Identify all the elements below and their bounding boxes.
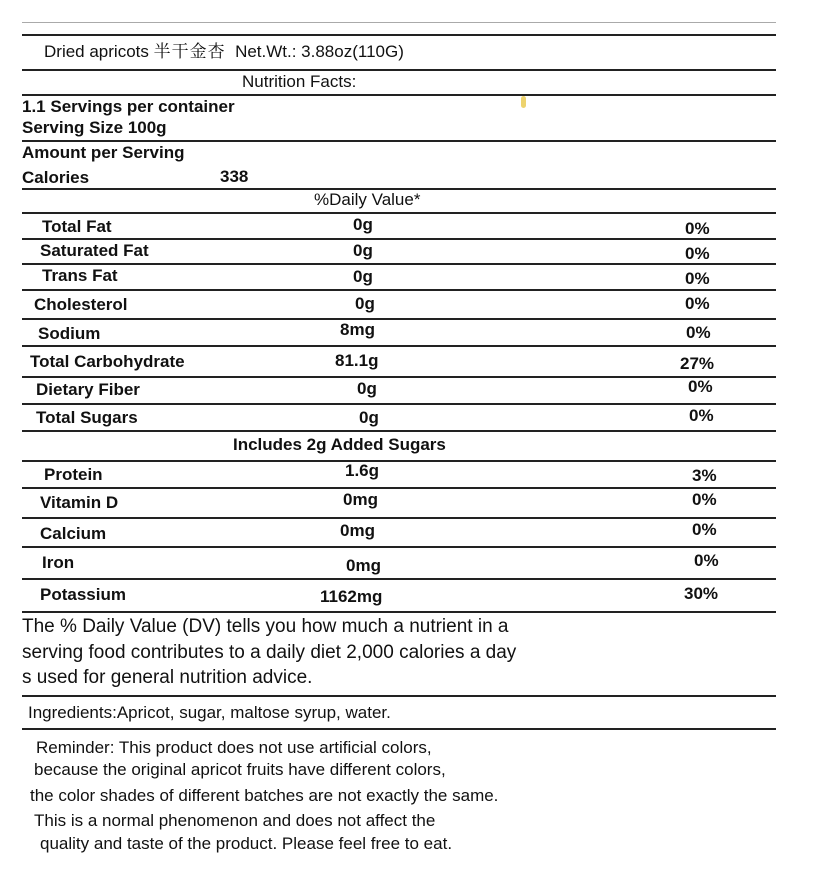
nutrient-amount: 0g [357,379,377,398]
panel-heading: Nutrition Facts: [242,72,357,91]
divider [22,546,776,548]
nutrient-dv: 0% [685,294,710,313]
nutrient-amount: 8mg [340,320,375,339]
divider [22,578,776,580]
nutrient-amount: 0g [353,267,373,286]
nutrient-dv: 0% [686,323,711,342]
divider [22,487,776,489]
nutrient-name: Cholesterol [34,295,128,314]
nutrient-dv: 0% [694,551,719,570]
product-chinese-name: 半干金杏 [153,42,226,61]
divider [22,318,776,320]
nutrient-dv: 0% [685,269,710,288]
nutrient-amount: 1.6g [345,461,380,480]
nutrient-dv: 3% [692,466,717,485]
nutrient-amount: 0mg [343,490,378,509]
calories-label: Calories [22,168,90,187]
nutrient-name: Calcium [40,524,107,543]
serving-size: Serving Size 100g [22,118,167,137]
nutrient-name: Vitamin D [40,493,119,512]
divider [22,345,776,347]
footnote-line: serving food contributes to a daily diet 2,000 calories a day [22,642,517,663]
divider [22,34,776,36]
divider [22,611,776,613]
nutrient-amount: 0g [353,215,373,234]
divider [22,212,776,214]
nutrient-name: Saturated Fat [40,241,149,260]
nutrient-name: Protein [44,465,103,484]
divider [22,403,776,405]
calories-value: 338 [220,167,249,186]
nutrient-amount: 0g [353,241,373,260]
divider [22,94,776,96]
divider [22,460,776,462]
nutrient-dv: 0% [685,244,710,263]
nutrient-amount: 0g [355,294,375,313]
footnote-line: s used for general nutrition advice. [22,667,313,688]
added-sugars-line: Includes 2g Added Sugars [233,435,446,454]
servings-per-container: 1.1 Servings per container [22,97,235,116]
nutrient-name: Total Fat [42,217,112,236]
nutrient-dv: 30% [684,584,719,603]
nutrient-name: Potassium [40,585,126,604]
nutrient-amount: 81.1g [335,351,379,370]
net-weight: Net.Wt.: 3.88oz(110G) [235,42,404,61]
nutrient-dv: 0% [685,219,710,238]
nutrient-amount: 0mg [346,556,381,575]
reminder-line: quality and taste of the product. Please feel free to eat. [40,834,453,853]
divider [22,238,776,240]
ingredients: Ingredients:Apricot, sugar, maltose syrup, water. [28,703,391,722]
divider [22,289,776,291]
daily-value-header: %Daily Value* [314,190,421,209]
reminder-line: because the original apricot fruits have different colors, [34,760,446,779]
divider [22,22,776,23]
nutrient-amount: 0g [359,408,379,427]
divider [22,517,776,519]
product-name: Dried apricots [44,42,149,61]
divider [22,728,776,730]
nutrient-name: Dietary Fiber [36,380,140,399]
nutrient-name: Sodium [38,324,101,343]
stain-mark [521,96,526,108]
divider [22,695,776,697]
footnote-line: The % Daily Value (DV) tells you how much a nutrient in a [22,616,509,637]
reminder-line: This is a normal phenomenon and does not affect the [34,811,436,830]
divider [22,140,776,142]
divider [22,69,776,71]
reminder-line: Reminder: This product does not use artificial colors, [36,738,432,757]
amount-per-serving: Amount per Serving [22,143,185,162]
nutrient-amount: 0mg [340,521,375,540]
nutrient-amount: 1162mg [320,587,383,606]
nutrient-dv: 27% [680,354,715,373]
reminder-line: the color shades of different batches are not exactly the same. [30,786,499,805]
nutrient-name: Iron [42,553,75,572]
nutrient-name: Trans Fat [42,266,118,285]
nutrient-dv: 0% [689,406,714,425]
nutrient-name: Total Sugars [36,408,138,427]
divider [22,263,776,265]
divider [22,430,776,432]
divider [22,376,776,378]
nutrient-dv: 0% [692,490,717,509]
product-name-line [44,42,404,62]
nutrient-dv: 0% [692,520,717,539]
nutrient-name: Total Carbohydrate [30,352,185,371]
nutrient-dv: 0% [688,377,713,396]
